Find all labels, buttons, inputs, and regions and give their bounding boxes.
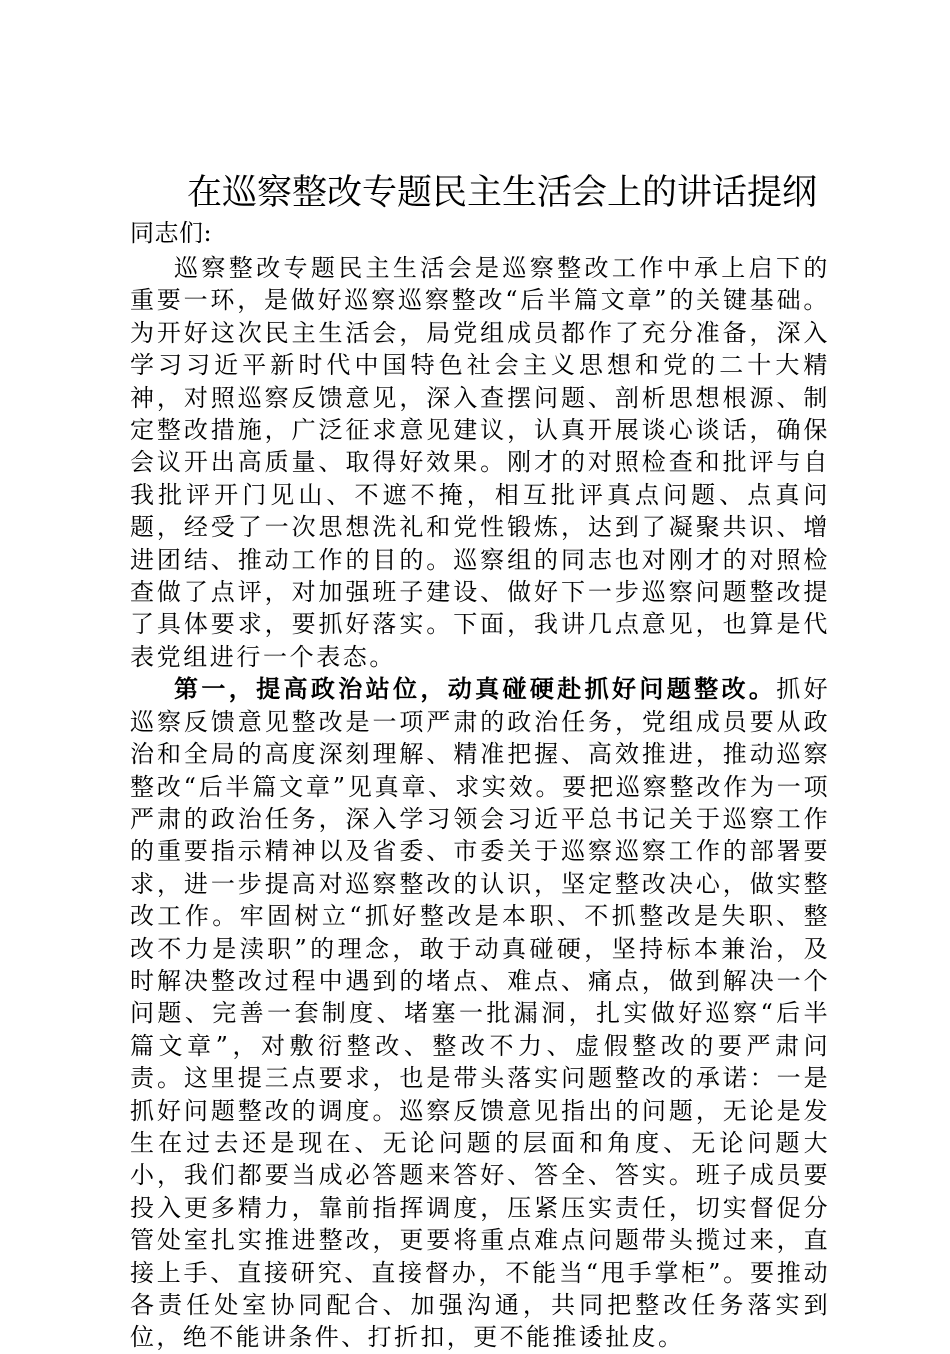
salutation: 同志们: [130,219,213,247]
paragraph-intro: 巡察整改专题民主生活会是巡察整改工作中承上启下的重要一环，是做好巡察巡察整改“后半篇文章”的关键基础。为开好这次民主生活会，局党组成员都作了充分准备，深入学习习近平新时代中国特色社会主义思想和党的二十大精神，对照巡察反馈意见，深入查摆问题、剖析思想根源、制定整改措施，广泛征求意见建议，认真开展谈心谈话，确保会议开出高质量、取得好效果。刚才的对照检查和批评与自我批评开门见山、不遮不掩，相互批评真点问题、点真问题，经受了一次思想洗礼和党性锻炼，达到了凝聚共识、增进团结、推动工作的目的。巡察组的同志也对刚才的对照检查做了点评，对加强班子建设、做好下一步巡察问题整改提了具体要求，要抓好落实。下面，我讲几点意见，也算是代表党组进行一个表态。 [130,254,830,671]
paragraph-first-point-body: 抓好巡察反馈意见整改是一项严肃的政治任务，党组成员要从政治和全局的高度深刻理解、精准把握、高效推进，推动巡察整改“后半篇文章”见真章、求实效。要把巡察整改作为一项严肃的政治任务，深入学习领会习近平总书记关于巡察工作的重要指示精神以及省委、市委关于巡察巡察工作的部署要求，进一步提高对巡察整改的认识，坚定整改决心，做实整改工作。牢固树立“抓好整改是本职、不抓整改是失职、整改不力是渎职”的理念，敢于动真碰硬，坚持标本兼治，及时解决整改过程中遇到的堵点、难点、痛点，做到解决一个问题、完善一套制度、堵塞一批漏洞，扎实做好巡察“后半篇文章”，对敷衍整改、整改不力、虚假整改的要严肃问责。这里提三点要求，也是带头落实问题整改的承诺：一是抓好问题整改的调度。巡察反馈意见指出的问题，无论是发生在过去还是现在、无论问题的层面和角度、无论问题大小，我们都要当成必答题来答好、答全、答实。班子成员要投入更多精力，靠前指挥调度，压紧压实责任，切实督促分管处室扎实推进整改，更要将重点难点问题带头揽过来，直接上手、直接研究、直接督办，不能当“甩手掌柜”。要推动各责任处室协同配合、加强沟通，共同把整改任务落实到位，绝不能讲条件、打折扣，更不能推诿扯皮。 [130,675,830,1352]
document-body [130,168,830,1354]
paragraph-first-point [130,673,830,1354]
paragraph-lead-heading: 第一，提高政治站位，动真碰硬赴抓好问题整改。 [174,674,777,704]
document-title: 在巡察整改专题民主生活会上的讲话提纲 [186,173,817,213]
